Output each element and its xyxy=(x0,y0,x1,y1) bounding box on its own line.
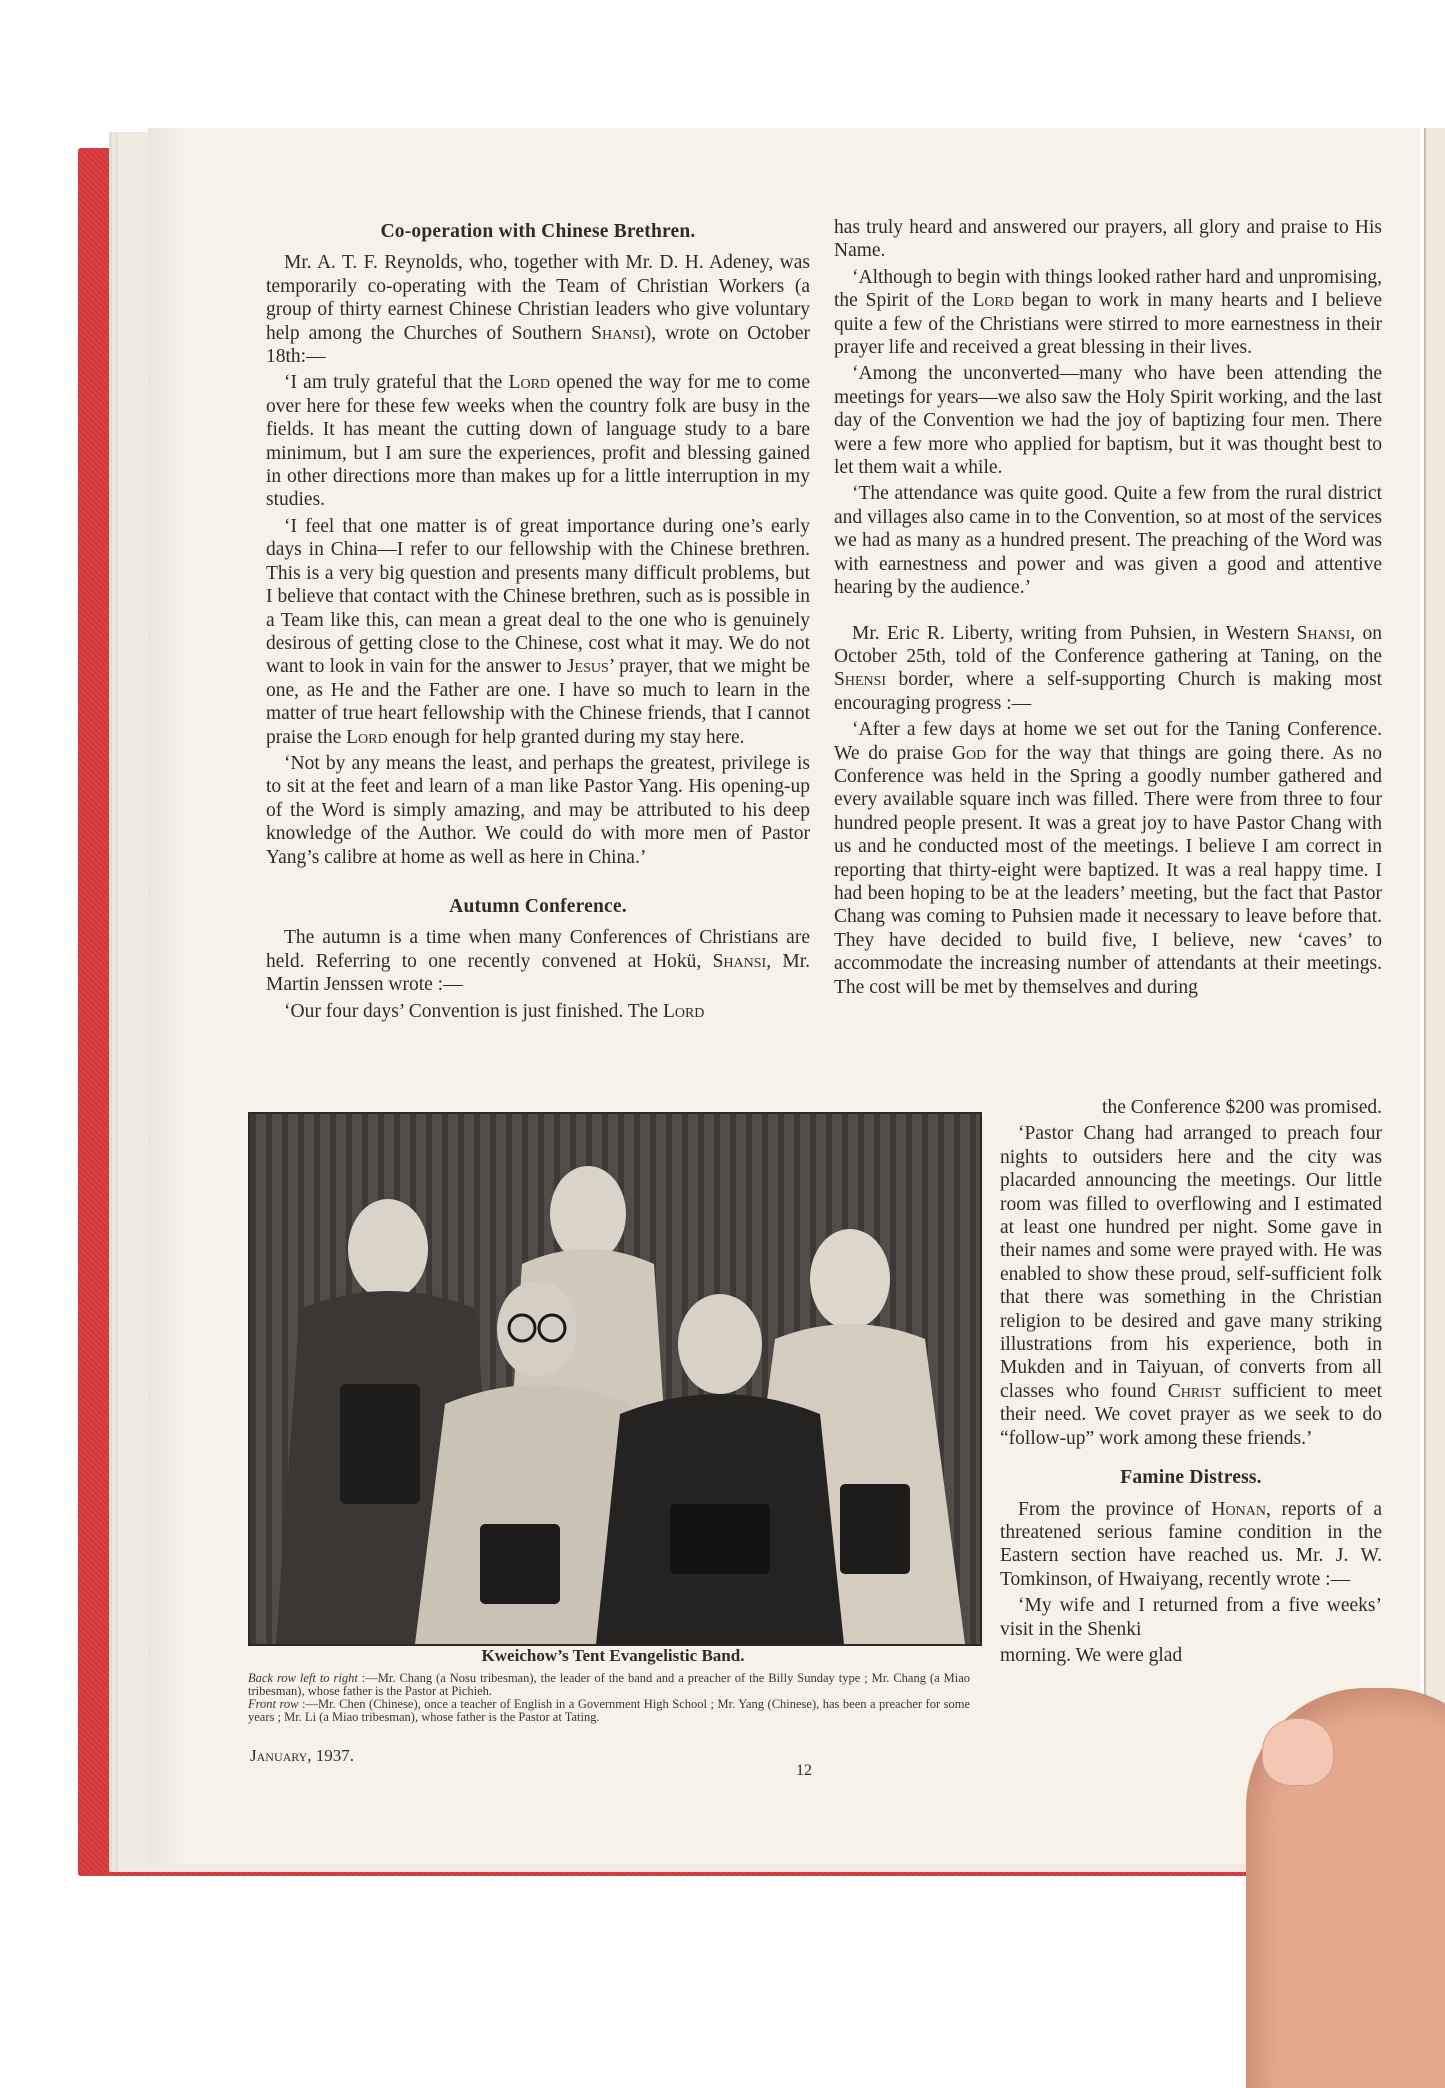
paragraph: ‘After a few days at home we set out for the Taning Conference. We do praise God for the way that things are going there. As no Conference was held in the Spring a goodly number gathered and every available square inch was filled. There were from three to four hundred people present. It was a great joy to have Pastor Chang with us and he conducted most of the meetings. I believe I am correct in reporting that thirty-eight were baptized. It was a real happy time. I had been hoping to be at the leaders’ meeting, but the fact that Pastor Chang was coming to Puhsien made it necessary to leave before that. They have decided to build five, I believe, new ‘caves’ to accommodate the increasing number of attendants at their meetings. The cost will be met by themselves and during xyxy=(834,719,1383,998)
paragraph: ‘My wife and I returned from a five weeks’ visit in the Shenki xyxy=(1000,1595,1382,1640)
facing-page-edge xyxy=(1424,128,1445,1864)
group-photograph xyxy=(248,1112,982,1646)
right-column xyxy=(834,216,1382,1002)
photo-caption: Kweichow’s Tent Evangelistic Band. xyxy=(481,1646,745,1665)
paragraph: Mr. A. T. F. Reynolds, who, together with Mr. D. H. Adeney, was temporarily co-operating with the Team of Christian Workers (a group of thirty earnest Chinese Christian leaders who give voluntary help among the Churches of Southern Shansi), wrote on October 18th:— xyxy=(266,252,810,368)
paragraph: ‘Although to begin with things looked rather hard and unpromising, the Spirit of the Lord began to work in many hearts and I believe quite a few of the Christians were stirred to more earnestness in their prayer life and received a great blessing in their lives. xyxy=(834,266,1382,359)
left-column xyxy=(266,220,810,1026)
paragraph: Mr. Eric R. Liberty, writing from Puhsien, in Western Shansi, on October 25th, told of the Conference gathering at Taning, on the Shensi border, where a self-supporting Church is making most encouraging progress :— xyxy=(834,622,1382,714)
paragraph: ‘Our four days’ Convention is just finished. The Lord xyxy=(284,1000,705,1022)
paragraph: The autumn is a time when many Conferences of Christians are held. Referring to one recently convened at Hokü, Shansi, Mr. Martin Jenssen wrote :— xyxy=(266,927,810,996)
section-heading-autumn: Autumn Conference. xyxy=(449,895,627,917)
paragraph: the Conference $200 was promised. xyxy=(1102,1097,1382,1118)
paragraph: From the province of Honan, reports of a threatened serious famine condition in the Eastern section have reached us. Mr. J. W. Tomkinson, of Hwaiyang, recently wrote :— xyxy=(1000,1498,1382,1590)
paragraph: ‘Not by any means the least, and perhaps the greatest, privilege is to sit at the feet and learn of a man like Pastor Yang. His opening-up of the Word is simply amazing, and may be attributed to his deep knowledge of the Author. We could do with more men of Pastor Yang’s calibre at home as well as here in China.’ xyxy=(266,752,810,868)
caption-front-row: Front row :—Mr. Chen (Chinese), once a teacher of English in a Government High School ; Mr. Yang (Chinese), has been a preacher for some years ; Mr. Li (a Miao tribesman), whose father is the Pastor at Tating. xyxy=(248,1697,971,1724)
paragraph: ‘Among the unconverted—many who have been attending the meetings for years—we also saw the Holy Spirit working, and the last day of the Convention we had the joy of baptizing four men. There were a few more who applied for baptism, but it was thought best to let them wait a while. xyxy=(834,363,1382,479)
photo-notes xyxy=(248,1672,970,1724)
paragraph: has truly heard and answered our prayers, all glory and praise to His Name. xyxy=(834,217,1382,262)
paragraph: ‘I feel that one matter is of great importance during one’s early days in China—I refer to our fellowship with the Chinese brethren. This is a very big question and presents many difficult problems, but I believe that contact with the Chinese brethren, such as is possible in a Team like this, can mean a great deal to the one who is genuinely desirous of getting close to the Chinese, cost what it may. We do not want to look in vain for the answer to Jesus’ prayer, that we might be one, as He and the Father are one. I have so much to learn in the matter of true heart fellowship with the Chinese friends, that I cannot praise the Lord enough for help granted during my stay here. xyxy=(266,515,811,748)
section-heading-cooperation: Co-operation with Chinese Brethren. xyxy=(380,221,696,242)
page-number: 12 xyxy=(796,1762,812,1779)
paragraph: ‘I am truly grateful that the Lord opened the way for me to come over here for these few weeks when the country folk are busy in the fields. It has meant the cutting down of language study to a bare minimum, but I am sure the experiences, profit and blessing gained in other directions more than makes up for a little interruption in my studies. xyxy=(266,372,811,511)
section-heading-famine: Famine Distress. xyxy=(1120,1467,1262,1489)
photo-figures xyxy=(250,1114,980,1644)
paragraph: ‘Pastor Chang had arranged to preach four nights to outsiders here and the city was placarded announcing the meetings. Our little room was filled to overflowing and I estimated at least one hundred per night. Some gave in their names and some were prayed with. He was enabled to show these proud, self-sufficient folk that there was something in the Christian religion to be desired and gave many striking illustrations from his experience, both in Mukden and in Taiyuan, of converts from all classes who found Christ sufficient to meet their need. We covet prayer as we seek to do “follow-up” work among these friends.’ xyxy=(1000,1123,1382,1449)
caption-back-row: Back row left to right :—Mr. Chang (a Nosu tribesman), the leader of the band and a preacher of the Billy Sunday type ; Mr. Chang (a Miao tribesman), whose father is the Pastor at Pichieh. xyxy=(248,1671,970,1698)
paragraph: morning. We were glad xyxy=(1000,1644,1183,1666)
issue-date: January, 1937. xyxy=(250,1746,355,1765)
thumbnail xyxy=(1262,1718,1334,1786)
paragraph: ‘The attendance was quite good. Quite a few from the rural district and villages also came in to the Convention, so at most of the services we had as many as a hundred present. The preaching of the Word was with earnestness and power and was given a good and attentive hearing by the audience.’ xyxy=(834,483,1382,599)
bottom-right-column xyxy=(1000,1096,1382,1670)
